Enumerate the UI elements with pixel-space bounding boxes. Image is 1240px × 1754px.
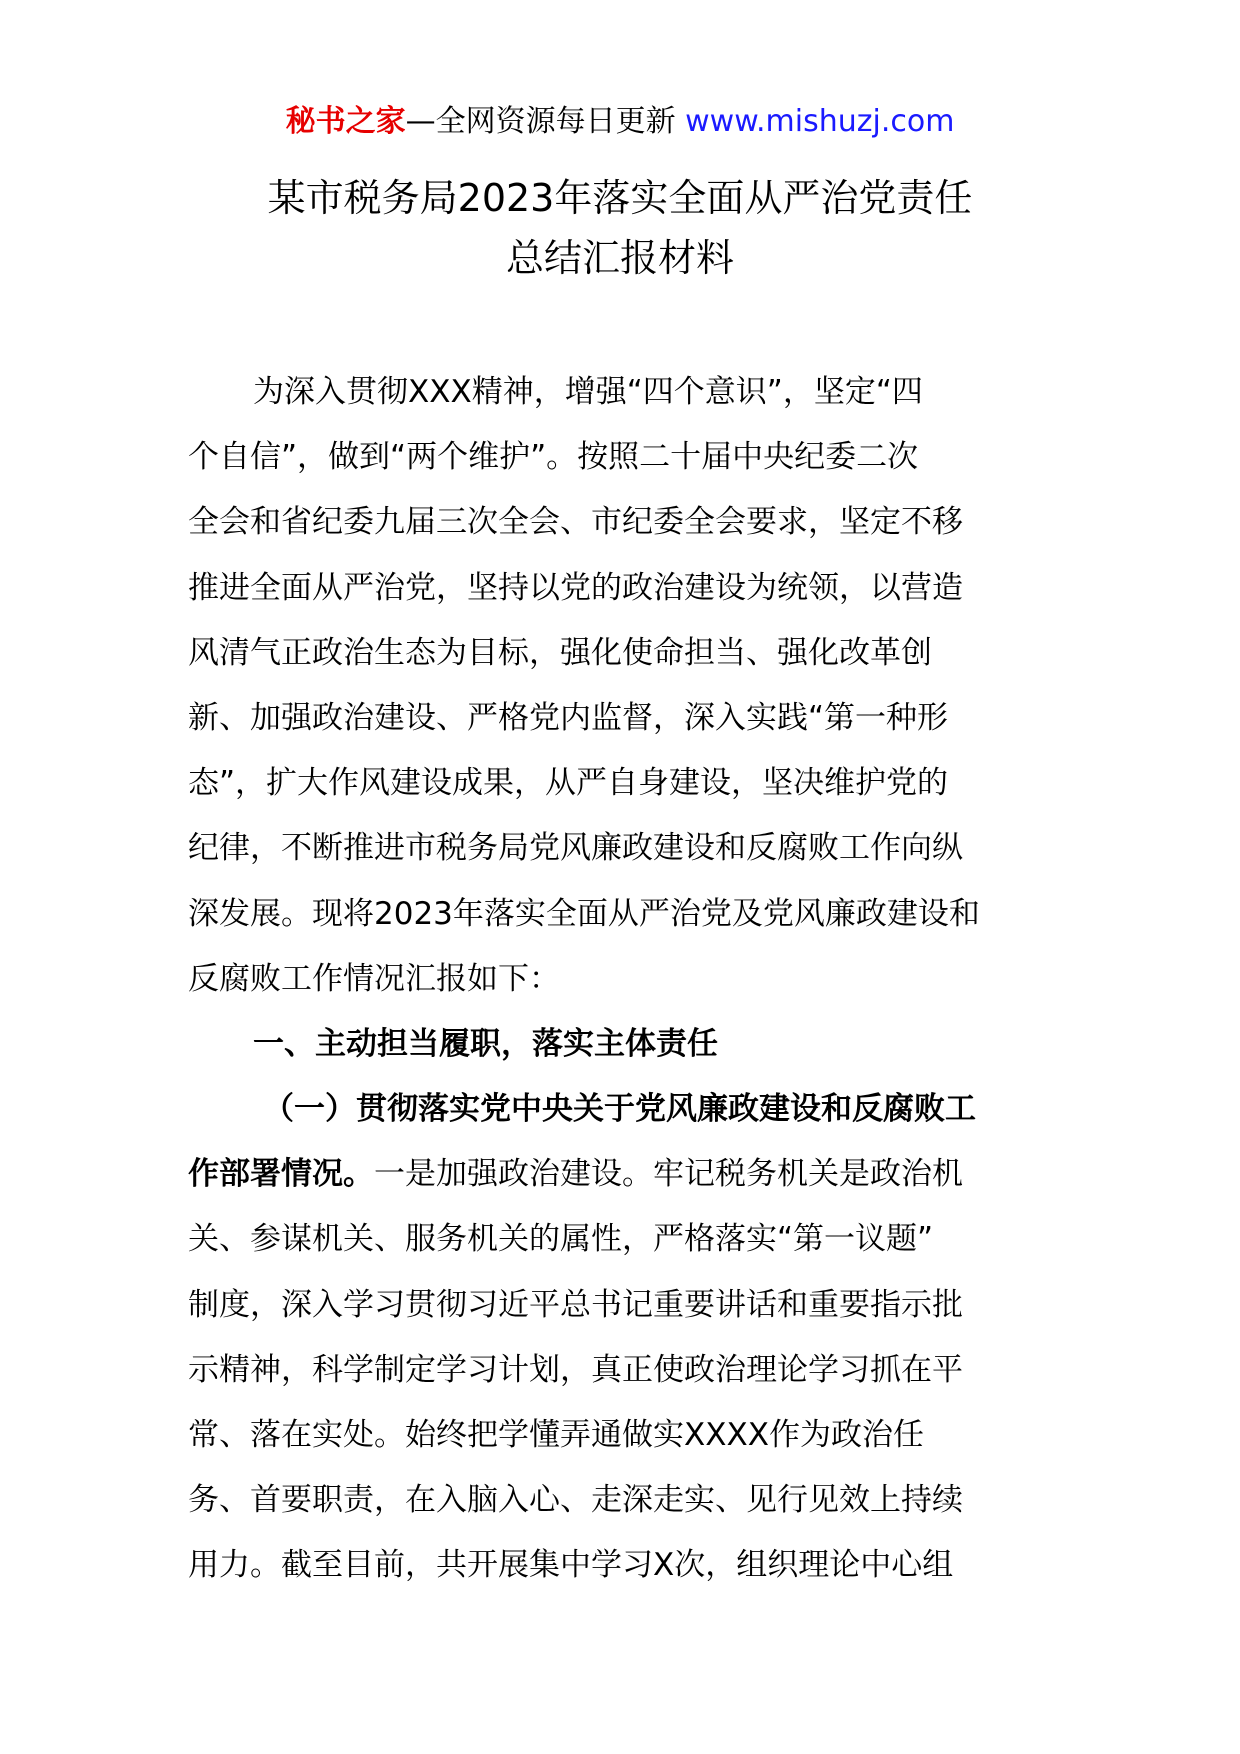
document-body: [188, 360, 1048, 1599]
body-line: 关、参谋机关、服务机关的属性，严格落实“第一议题”: [188, 1221, 934, 1258]
site-url-link[interactable]: www.mishuzj.com: [685, 104, 955, 139]
brand-name: 秘书之家: [285, 104, 406, 139]
body-line: 风清气正政治生态为目标，强化使命担当、强化改革创: [188, 634, 932, 671]
body-line: 推进全面从严治党，坚持以党的政治建设为统领，以营造: [188, 569, 963, 606]
subsection-heading-continuation: [188, 1142, 1048, 1207]
header-slogan: —全网资源每日更新: [405, 104, 676, 139]
site-header: [0, 100, 1240, 144]
body-line: 反腐败工作情况汇报如下：: [188, 960, 560, 997]
body-line: 个自信”，做到“两个维护”。按照二十届中央纪委二次: [188, 439, 919, 476]
subsection-heading-1: （一）贯彻落实党中央关于党风廉政建设和反腐败工: [263, 1091, 976, 1128]
body-line: 全会和省纪委九届三次全会、市纪委全会要求，坚定不移: [188, 504, 963, 541]
subsection-heading-tail: 作部署情况。: [188, 1156, 374, 1193]
body-line: 态”，扩大作风建设成果，从严自身建设，坚决维护党的: [188, 765, 949, 802]
body-line: 制度，深入学习贯彻习近平总书记重要讲话和重要指示批: [188, 1286, 963, 1323]
body-line: 常、落在实处。始终把学懂弄通做实XXXX作为政治任: [188, 1417, 924, 1453]
body-line: 务、首要职责，在入脑入心、走深走实、见行见效上持续: [188, 1482, 963, 1519]
body-line: 新、加强政治建设、严格党内监督，深入实践“第一种形: [188, 699, 949, 736]
title-line-1: 某市税务局2023年落实全面从严治党责任: [267, 176, 973, 220]
body-line: 示精神，科学制定学习计划，真正使政治理论学习抓在平: [188, 1351, 963, 1388]
body-line: 纪律，不断推进市税务局党风廉政建设和反腐败工作向纵: [188, 830, 963, 867]
body-line: 为深入贯彻XXX精神，增强“四个意识”，坚定“四: [253, 374, 923, 410]
body-line: 深发展。现将2023年落实全面从严治党及党风廉政建设和: [188, 895, 980, 932]
subsection-text: 一是加强政治建设。牢记税务机关是政治机: [374, 1156, 963, 1193]
body-line: 用力。截至目前，共开展集中学习X次，组织理论中心组: [188, 1547, 954, 1584]
title-line-2: 总结汇报材料: [505, 236, 734, 280]
section-heading-1: 一、主动担当履职，落实主体责任: [253, 1025, 718, 1062]
document-title: [0, 168, 1240, 288]
